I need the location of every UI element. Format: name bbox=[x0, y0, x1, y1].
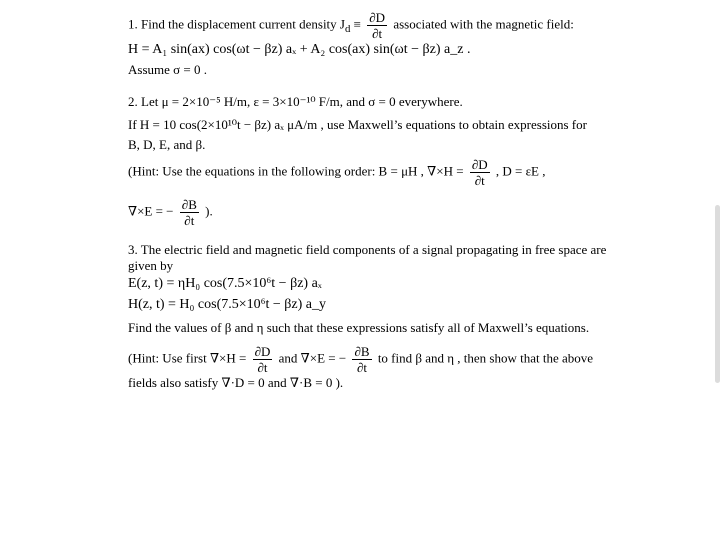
problem-2-unknowns: B, D, E, and β. bbox=[128, 137, 206, 152]
fraction: $\frac{\partial D}{\partial t}$ bbox=[369, 10, 386, 41]
fraction: $\frac{\partial D}{\partial t}$ bbox=[254, 344, 271, 375]
problem-2-field: If H = 10 cos(2×10¹⁰t − βz) aₓ μA/m , use Maxwell’s equations to obtain expressions for bbox=[128, 117, 587, 132]
scrollbar[interactable] bbox=[715, 205, 720, 383]
problem-3-h-field: H(z, t) = H₀ cos(7.5×10⁶t − βz) a_y bbox=[128, 297, 327, 312]
problem-1-statement: 1. Find the displacement current density $J_d$ ≡ $\frac{\partial D}{\partial t}$ associated with the magnetic field: bbox=[128, 10, 574, 41]
fraction: $\frac{\partial D}{\partial t}$ bbox=[471, 157, 488, 188]
problem-1-field-equation: H = A₁ sin(ax) cos(ωt − βz) aₓ + A₂ cos(ax) sin(ωt − βz) a_z . bbox=[128, 42, 471, 57]
problem-1-assumption: Assume σ = 0 . bbox=[128, 62, 207, 77]
fraction: $\frac{\partial B}{\partial t}$ bbox=[354, 344, 370, 375]
problem-2-hint: (Hint: Use the equations in the following order: B = μH , ∇×H = $\frac{\partial D}{\partial t}$ , D = εE , bbox=[128, 157, 546, 188]
problem-3-question: Find the values of β and η such that these expressions satisfy all of Maxwell’s equations. bbox=[128, 320, 590, 335]
problem-3-conclusion: fields also satisfy ∇·D = 0 and ∇·B = 0 ). bbox=[128, 375, 344, 390]
problem-3-hint: (Hint: Use first ∇×H = $\frac{\partial D}{\partial t}$ and ∇×E = − $\frac{\partial B}{\partial t}$ to find β and η , then show that the above bbox=[128, 344, 594, 375]
problem-3-e-field: E(z, t) = ηH₀ cos(7.5×10⁶t − βz) aₓ bbox=[128, 276, 322, 291]
problem-2-given: 2. Let μ = 2×10⁻⁵ H/m, ε = 3×10⁻¹⁰ F/m, and σ = 0 everywhere. bbox=[128, 94, 463, 109]
problem-2-hint-cont: ∇×E = − $\frac{\partial B}{\partial t}$ ). bbox=[128, 197, 213, 228]
problem-3-statement-cont: given by bbox=[128, 258, 174, 273]
fraction: $\frac{\partial B}{\partial t}$ bbox=[181, 197, 197, 228]
problem-3-statement: 3. The electric field and magnetic field components of a signal propagating in free space are bbox=[128, 242, 607, 257]
